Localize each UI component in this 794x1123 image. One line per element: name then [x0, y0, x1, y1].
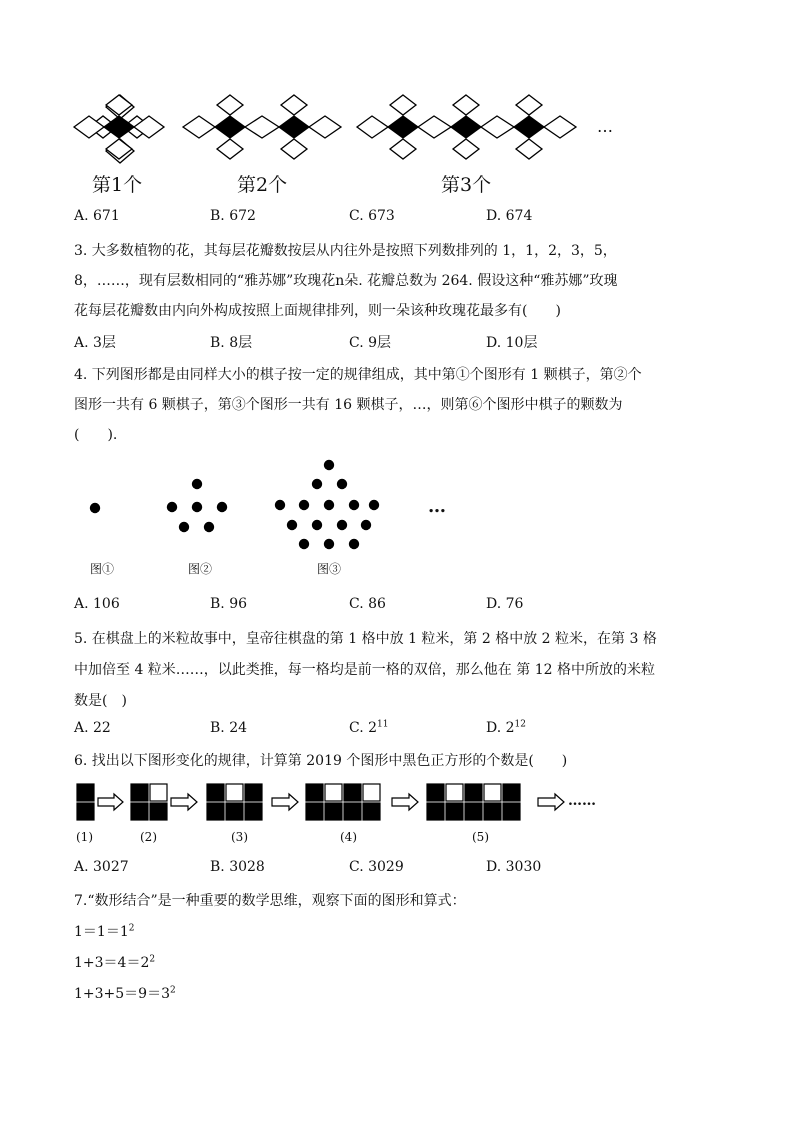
option-d[interactable]: D. 3030	[486, 859, 542, 875]
equation-1	[74, 921, 134, 941]
q6-options	[74, 859, 724, 879]
option-c-base: C. 2	[349, 720, 378, 736]
caption-pattern-2: 第2个	[237, 174, 288, 196]
q2-options	[74, 208, 724, 228]
q5-line-1: 5. 在棋盘上的米粒故事中，皇帝往棋盘的第 1 格中放 1 粒米，第 2 格中放 2 粒米，在第 3 格	[74, 631, 657, 647]
figure-ellipsis: …	[597, 117, 613, 136]
equation-3	[74, 983, 176, 1003]
equation-1-exponent: 2	[128, 923, 135, 934]
q5-options	[74, 720, 724, 740]
q5-line-3: 数是( )	[74, 693, 127, 709]
equation-3-base: 1+3+5＝9＝3	[74, 986, 170, 1002]
caption-seq-4: (4)	[340, 830, 357, 844]
caption-seq-2: (2)	[140, 830, 157, 844]
option-a[interactable]: A. 671	[74, 208, 120, 224]
option-a[interactable]: A. 3层	[74, 335, 116, 351]
equation-2	[74, 952, 155, 972]
q3-line-2: 8，……，现有层数相同的“雅苏娜”玫瑰花n朵. 花瓣总数为 264. 假设这种“雅苏娜”玫瑰	[74, 273, 618, 289]
option-c[interactable]: C. 673	[349, 208, 395, 224]
q3-line-1: 3. 大多数植物的花，其每层花瓣数按层从内往外是按照下列数排列的 1，1，2，3，5，	[74, 243, 617, 259]
option-d[interactable]	[486, 720, 526, 736]
pattern-1	[74, 95, 164, 159]
q5-line-2: 中加倍至 4 粒米……，以此类推，每一格均是前一格的双倍，那么他在 第 12 格中所放的米粒	[74, 662, 655, 678]
equation-2-base: 1+3＝4＝2	[74, 955, 150, 971]
option-b[interactable]: B. 672	[210, 208, 256, 224]
option-c[interactable]	[349, 720, 388, 736]
q3-options	[74, 332, 724, 352]
option-b[interactable]: B. 96	[210, 596, 248, 612]
equation-1-base: 1＝1＝1	[74, 924, 129, 940]
dots-ellipsis: …	[428, 496, 446, 517]
caption-figure-3: 图③	[317, 562, 342, 576]
q3-line-3: 花每层花瓣数由内向外构成按照上面规律排列，则一朵该种玫瑰花最多有( )	[74, 303, 561, 319]
caption-seq-3: (3)	[231, 830, 248, 844]
q4-line-3: ( ).	[74, 427, 118, 443]
square-sequence-figure	[74, 782, 634, 824]
equation-3-exponent: 2	[170, 985, 176, 996]
option-c-exponent: 11	[377, 719, 389, 730]
option-d-base: D. 2	[486, 720, 515, 736]
option-d[interactable]: D. 10层	[486, 335, 538, 351]
option-c[interactable]: C. 9层	[349, 335, 392, 351]
option-a[interactable]: A. 22	[74, 720, 111, 736]
caption-pattern-1: 第1个	[92, 174, 143, 196]
caption-pattern-3: 第3个	[441, 174, 492, 196]
option-c[interactable]: C. 3029	[349, 859, 404, 875]
caption-seq-1: (1)	[76, 830, 93, 844]
option-b[interactable]: B. 8层	[210, 335, 253, 351]
q7-line: 7.“数形结合”是一种重要的数学思维，观察下面的图形和算式：	[74, 893, 466, 909]
caption-figure-2: 图②	[188, 562, 213, 576]
q4-line-2: 图形一共有 6 颗棋子，第③个图形一共有 16 颗棋子，…，则第⑥个图形中棋子的颗数为	[74, 397, 623, 413]
q6-line: 6. 找出以下图形变化的规律，计算第 2019 个图形中黑色正方形的个数是( )	[74, 753, 568, 769]
caption-seq-5: (5)	[472, 830, 489, 844]
option-a[interactable]: A. 3027	[74, 859, 129, 875]
option-b[interactable]: B. 24	[210, 720, 248, 736]
option-c[interactable]: C. 86	[349, 596, 386, 612]
chess-piece-figure	[80, 455, 380, 555]
option-d[interactable]: D. 674	[486, 208, 533, 224]
q4-line-1: 4. 下列图形都是由同样大小的棋子按一定的规律组成，其中第①个图形有 1 颗棋子，第②个	[74, 367, 642, 383]
diamond-patterns	[70, 92, 630, 162]
pattern-2	[183, 95, 341, 159]
equation-2-exponent: 2	[149, 954, 156, 965]
caption-figure-1: 图①	[90, 562, 115, 576]
pattern-3	[357, 95, 576, 159]
option-d[interactable]: D. 76	[486, 596, 524, 612]
option-a[interactable]: A. 106	[74, 596, 120, 612]
option-b[interactable]: B. 3028	[210, 859, 265, 875]
squares-ellipsis: ……	[568, 793, 596, 809]
option-d-exponent: 12	[514, 719, 526, 730]
q4-options	[74, 596, 724, 616]
